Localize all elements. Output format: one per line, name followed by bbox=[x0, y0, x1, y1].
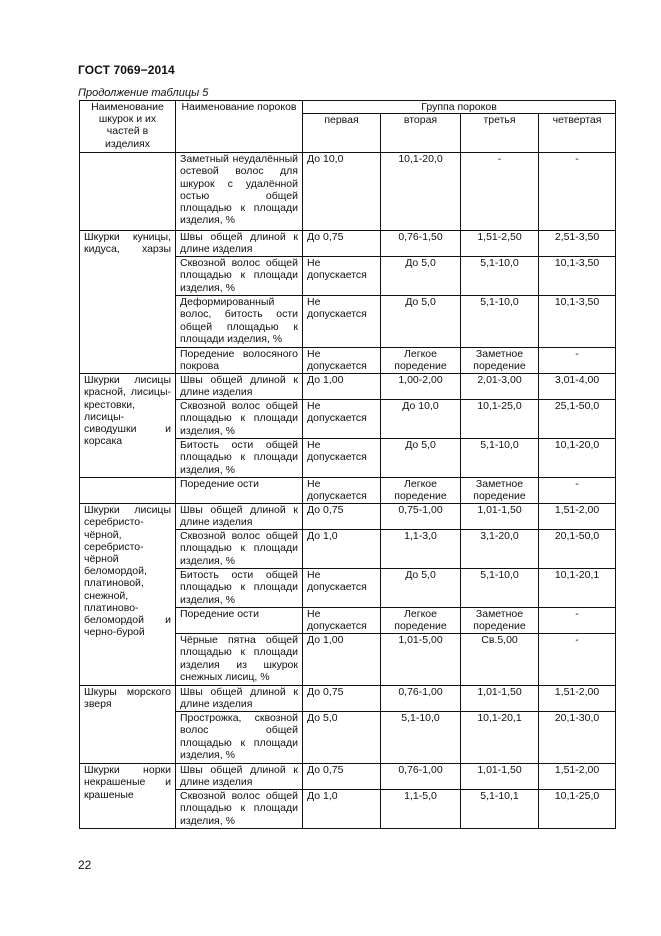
defect-name-cell: Битость ости общей площадью к площади изделия, % bbox=[176, 439, 303, 478]
skin-name-cell: Шкурки норки некрашеные и крашеные bbox=[80, 764, 176, 829]
group-4-value-cell: - bbox=[539, 153, 616, 231]
group-header-3: третья bbox=[461, 114, 539, 153]
group-3-value-cell: 10,1-25,0 bbox=[461, 400, 539, 439]
defect-name-cell: Сквозной волос общей площадью к площади изделия, % bbox=[176, 257, 303, 296]
group-1-value-cell: До 1,00 bbox=[303, 634, 381, 686]
group-1-value-cell: Не допускается bbox=[303, 348, 381, 374]
group-3-value-cell: 1,01-1,50 bbox=[461, 764, 539, 790]
group-3-value-cell: 5,1-10,0 bbox=[461, 257, 539, 296]
group-3-value-cell: 1,01-1,50 bbox=[461, 686, 539, 712]
skin-name-cell bbox=[80, 153, 176, 231]
defect-name-cell: Поредение волосяного покрова bbox=[176, 348, 303, 374]
column-header-defect: Наименование пороков bbox=[176, 101, 303, 153]
defect-name-cell: Сквозной волос общей площадью к площади изделия, % bbox=[176, 400, 303, 439]
group-4-value-cell: 10,1-3,50 bbox=[539, 296, 616, 348]
defect-name-cell: Швы общей длиной к длине изделия bbox=[176, 686, 303, 712]
defects-table bbox=[79, 100, 616, 829]
skin-name-cell bbox=[80, 478, 176, 504]
group-4-value-cell: 10,1-3,50 bbox=[539, 257, 616, 296]
group-2-value-cell: Легкое поредение bbox=[381, 348, 461, 374]
group-2-value-cell: 1,00-2,00 bbox=[381, 374, 461, 400]
group-4-value-cell: 3,01-4,00 bbox=[539, 374, 616, 400]
defect-name-cell: Сквозной волос общей площадью к площади изделия, % bbox=[176, 790, 303, 829]
group-3-value-cell: Св.5,00 bbox=[461, 634, 539, 686]
group-1-value-cell: До 1,00 bbox=[303, 374, 381, 400]
table-caption: Продолжение таблицы 5 bbox=[78, 87, 209, 99]
group-4-value-cell: - bbox=[539, 478, 616, 504]
group-3-value-cell: 5,1-10,0 bbox=[461, 439, 539, 478]
group-1-value-cell: До 0,75 bbox=[303, 504, 381, 530]
group-1-value-cell: До 10,0 bbox=[303, 153, 381, 231]
group-1-value-cell: До 0,75 bbox=[303, 686, 381, 712]
table-row bbox=[80, 231, 616, 257]
group-1-value-cell: Не допускается bbox=[303, 296, 381, 348]
group-3-value-cell: - bbox=[461, 153, 539, 231]
group-3-value-cell: 10,1-20,1 bbox=[461, 712, 539, 764]
group-3-value-cell: Заметное поредение bbox=[461, 608, 539, 634]
group-4-value-cell: - bbox=[539, 634, 616, 686]
group-3-value-cell: 5,1-10,0 bbox=[461, 296, 539, 348]
group-header-4: четвертая bbox=[539, 114, 616, 153]
table-row bbox=[80, 374, 616, 400]
group-1-value-cell: До 1,0 bbox=[303, 790, 381, 829]
group-4-value-cell: 10,1-20,0 bbox=[539, 439, 616, 478]
defect-name-cell: Швы общей длиной к длине изделия bbox=[176, 764, 303, 790]
table-row bbox=[80, 478, 616, 504]
group-3-value-cell: 2,01-3,00 bbox=[461, 374, 539, 400]
group-1-value-cell: Не допускается bbox=[303, 478, 381, 504]
document-header: ГОСТ 7069−2014 bbox=[78, 63, 175, 77]
group-4-value-cell: 1,51-2,00 bbox=[539, 504, 616, 530]
group-4-value-cell: 20,1-50,0 bbox=[539, 530, 616, 569]
group-1-value-cell: Не допускается bbox=[303, 257, 381, 296]
defect-name-cell: Сквозной волос общей площадью к площади изделия, % bbox=[176, 530, 303, 569]
group-1-value-cell: Не допускается bbox=[303, 569, 381, 608]
group-4-value-cell: 1,51-2,00 bbox=[539, 686, 616, 712]
table-body bbox=[80, 153, 616, 829]
table-row bbox=[80, 504, 616, 530]
group-2-value-cell: До 10,0 bbox=[381, 400, 461, 439]
defect-name-cell: Заметный неудалённый остевой волос для шкурок с удалённой остью общей площадью к площади изделия, % bbox=[176, 153, 303, 231]
group-1-value-cell: Не допускается bbox=[303, 439, 381, 478]
group-1-value-cell: Не допускается bbox=[303, 608, 381, 634]
group-2-value-cell: Легкое поредение bbox=[381, 478, 461, 504]
group-3-value-cell: Заметное поредение bbox=[461, 348, 539, 374]
group-4-value-cell: 25,1-50,0 bbox=[539, 400, 616, 439]
column-header-group: Группа пороков bbox=[303, 101, 616, 114]
defect-name-cell: Швы общей длиной к длине изделия bbox=[176, 504, 303, 530]
group-2-value-cell: 5,1-10,0 bbox=[381, 712, 461, 764]
group-3-value-cell: Заметное поредение bbox=[461, 478, 539, 504]
group-2-value-cell: До 5,0 bbox=[381, 257, 461, 296]
defect-name-cell: Швы общей длиной к длине изделия bbox=[176, 231, 303, 257]
group-4-value-cell: 10,1-20,1 bbox=[539, 569, 616, 608]
group-4-value-cell: 20,1-30,0 bbox=[539, 712, 616, 764]
group-4-value-cell: - bbox=[539, 608, 616, 634]
table-row bbox=[80, 764, 616, 790]
group-2-value-cell: До 5,0 bbox=[381, 439, 461, 478]
group-1-value-cell: До 1,0 bbox=[303, 530, 381, 569]
group-2-value-cell: 1,1-5,0 bbox=[381, 790, 461, 829]
group-3-value-cell: 3,1-20,0 bbox=[461, 530, 539, 569]
group-header-1: первая bbox=[303, 114, 381, 153]
defect-name-cell: Битость ости общей площадью к площади изделия, % bbox=[176, 569, 303, 608]
group-2-value-cell: 1,01-5,00 bbox=[381, 634, 461, 686]
group-2-value-cell: 1,1-3,0 bbox=[381, 530, 461, 569]
skin-name-cell: Шкурки куницы, кидуса, харзы bbox=[80, 231, 176, 374]
defect-name-cell: Деформированный волос, битость ости общей площадью к площади изделия, % bbox=[176, 296, 303, 348]
column-header-skin: Наименование шкурок и их частей в изделиях bbox=[80, 101, 176, 153]
group-2-value-cell: 0,76-1,00 bbox=[381, 764, 461, 790]
page-number: 22 bbox=[78, 858, 92, 872]
group-header-2: вторая bbox=[381, 114, 461, 153]
table-row bbox=[80, 686, 616, 712]
group-1-value-cell: Не допускается bbox=[303, 400, 381, 439]
group-2-value-cell: 0,76-1,50 bbox=[381, 231, 461, 257]
group-2-value-cell: 0,76-1,00 bbox=[381, 686, 461, 712]
group-3-value-cell: 1,01-1,50 bbox=[461, 504, 539, 530]
group-2-value-cell: 10,1-20,0 bbox=[381, 153, 461, 231]
group-4-value-cell: - bbox=[539, 348, 616, 374]
group-3-value-cell: 1,51-2,50 bbox=[461, 231, 539, 257]
defect-name-cell: Поредение ости bbox=[176, 478, 303, 504]
defect-name-cell: Швы общей длиной к длине изделия bbox=[176, 374, 303, 400]
group-2-value-cell: До 5,0 bbox=[381, 569, 461, 608]
skin-name-cell: Шкурки лисицы красной, лисицы-крестовки, лисицы-сиводушки и корсака bbox=[80, 374, 176, 478]
group-4-value-cell: 10,1-25,0 bbox=[539, 790, 616, 829]
group-3-value-cell: 5,1-10,0 bbox=[461, 569, 539, 608]
group-4-value-cell: 1,51-2,00 bbox=[539, 764, 616, 790]
group-2-value-cell: 0,75-1,00 bbox=[381, 504, 461, 530]
group-3-value-cell: 5,1-10,1 bbox=[461, 790, 539, 829]
table-row bbox=[80, 153, 616, 231]
group-2-value-cell: До 5,0 bbox=[381, 296, 461, 348]
group-1-value-cell: До 5,0 bbox=[303, 712, 381, 764]
group-2-value-cell: Легкое поредение bbox=[381, 608, 461, 634]
defect-name-cell: Чёрные пятна общей площадью к площади изделия из шкурок снежных лисиц, % bbox=[176, 634, 303, 686]
skin-name-cell: Шкуры морского зверя bbox=[80, 686, 176, 764]
defect-name-cell: Поредение ости bbox=[176, 608, 303, 634]
skin-name-cell: Шкурки лисицы серебристо-чёрной, серебристо-чёрной беломордой, платиновой, снежной, платиново-беломордой и черно-бурой bbox=[80, 504, 176, 686]
group-1-value-cell: До 0,75 bbox=[303, 231, 381, 257]
group-1-value-cell: До 0,75 bbox=[303, 764, 381, 790]
defect-name-cell: Прострожка, сквозной волос общей площадью к площади изделия, % bbox=[176, 712, 303, 764]
group-4-value-cell: 2,51-3,50 bbox=[539, 231, 616, 257]
